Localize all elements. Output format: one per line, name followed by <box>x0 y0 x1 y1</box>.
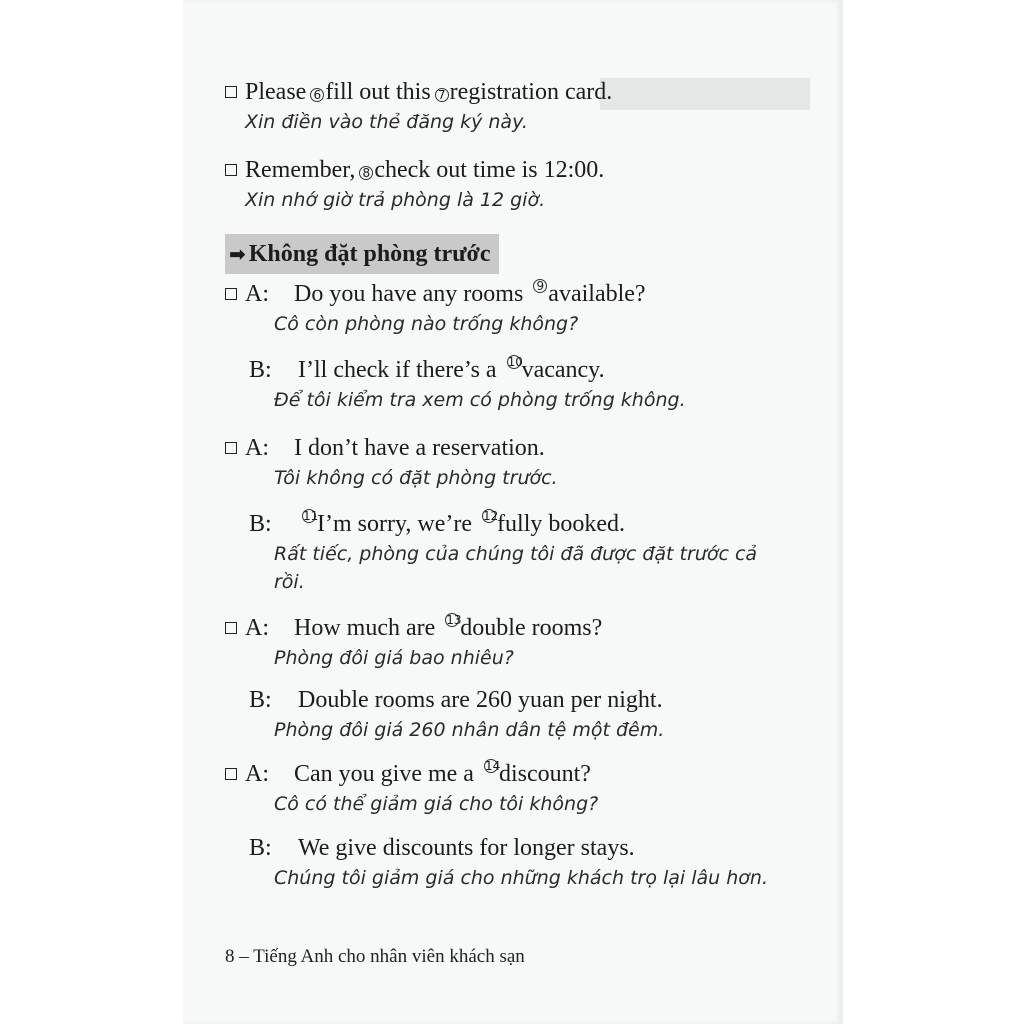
english-line <box>225 684 825 716</box>
vietnamese-line: rồi. <box>274 571 305 593</box>
vocab-marker: 11 <box>303 509 319 523</box>
vietnamese-line: Cô còn phòng nào trống không? <box>274 313 579 335</box>
english-text: Remember, <box>245 157 356 183</box>
english-sentence <box>294 432 545 464</box>
english-line <box>225 278 825 310</box>
english-text: vacancy. <box>521 357 605 383</box>
vietnamese-line: Phòng đôi giá 260 nhân dân tệ một đêm. <box>274 719 665 741</box>
checkbox-icon <box>225 622 237 634</box>
english-text: Do you have any rooms <box>294 281 530 307</box>
dialogue-entry <box>225 684 825 744</box>
vocab-marker: 10 <box>507 355 523 369</box>
english-text: How much are <box>294 615 442 641</box>
english-line <box>225 154 825 186</box>
dialogue-entry <box>225 278 825 338</box>
english-line <box>225 76 825 108</box>
english-line <box>225 832 825 864</box>
english-line <box>225 508 825 540</box>
section-heading-text: Không đặt phòng trước <box>248 241 491 267</box>
footer-dash: – <box>239 946 249 967</box>
page-footer <box>225 946 525 968</box>
speaker-label: B: <box>249 511 272 537</box>
dialogue-entry <box>225 432 825 492</box>
english-text: fill out this <box>325 79 431 105</box>
checkbox-icon <box>225 768 237 780</box>
english-text: We give discounts for longer stays. <box>298 835 635 861</box>
vietnamese-line: Rất tiếc, phòng của chúng tôi đã được đặt trước cả <box>274 543 758 565</box>
speaker-label: A: <box>245 761 269 787</box>
vietnamese-line: Để tôi kiểm tra xem có phòng trống không. <box>274 389 686 411</box>
phrase-entry <box>225 154 825 214</box>
english-line <box>225 758 825 790</box>
vietnamese-line: Cô có thể giảm giá cho tôi không? <box>274 793 599 815</box>
vocab-marker: 13 <box>446 613 462 627</box>
speaker-label: B: <box>249 687 272 713</box>
english-text: discount? <box>498 761 591 787</box>
english-sentence <box>298 684 663 716</box>
vietnamese-line: Xin điền vào thẻ đăng ký này. <box>245 111 528 133</box>
vietnamese-line: Xin nhớ giờ trả phòng là 12 giờ. <box>245 189 546 211</box>
vocab-marker: 6 <box>310 88 324 102</box>
english-text: check out time is 12:00. <box>374 157 605 183</box>
english-sentence <box>294 612 602 644</box>
english-text: I’ll check if there’s a <box>298 357 503 383</box>
english-sentence <box>298 508 625 540</box>
vietnamese-line: Tôi không có đặt phòng trước. <box>274 467 558 489</box>
vocab-marker: 7 <box>435 88 449 102</box>
vietnamese-line: Phòng đôi giá bao nhiêu? <box>274 647 514 669</box>
speaker-label: B: <box>249 357 272 383</box>
english-text: Can you give me a <box>294 761 480 787</box>
english-text: Please <box>245 79 307 105</box>
english-text: I don’t have a reservation. <box>294 435 545 461</box>
dialogue-entry <box>225 354 825 414</box>
page-content <box>225 76 825 892</box>
checkbox-icon <box>225 288 237 300</box>
english-text: registration card. <box>449 79 613 105</box>
english-text: double rooms? <box>460 615 603 641</box>
phrase-entry <box>225 76 825 136</box>
speaker-label: A: <box>245 435 269 461</box>
english-sentence <box>294 278 646 310</box>
right-arrow-icon: ➡ <box>229 242 246 266</box>
english-line <box>225 432 825 464</box>
section-heading <box>225 234 499 274</box>
english-text: I’m sorry, we’re <box>317 511 479 537</box>
vocab-marker: 14 <box>484 759 501 773</box>
english-sentence <box>298 354 605 386</box>
book-title: Tiếng Anh cho nhân viên khách sạn <box>253 946 525 967</box>
intro-phrases <box>225 76 825 214</box>
dialogue-entry <box>225 612 825 672</box>
vocab-marker: 12 <box>483 509 499 523</box>
dialogue-entry <box>225 832 825 892</box>
english-line <box>225 612 825 644</box>
checkbox-icon <box>225 86 237 98</box>
dialogue-entry <box>225 508 825 596</box>
vocab-marker: 8 <box>359 166 373 180</box>
dialogue-list <box>225 278 825 892</box>
speaker-label: B: <box>249 835 272 861</box>
dialogue-entry <box>225 758 825 818</box>
checkbox-icon <box>225 164 237 176</box>
english-text: Double rooms are 260 yuan per night. <box>298 687 663 713</box>
english-line <box>225 354 825 386</box>
vietnamese-line: Chúng tôi giảm giá cho những khách trọ lại lâu hơn. <box>274 867 768 889</box>
english-sentence <box>298 832 635 864</box>
speaker-label: A: <box>245 615 269 641</box>
speaker-label: A: <box>245 281 269 307</box>
page-number: 8 <box>225 946 235 967</box>
english-sentence <box>294 758 591 790</box>
checkbox-icon <box>225 442 237 454</box>
english-text: fully booked. <box>497 511 626 537</box>
vocab-marker: 9 <box>533 279 547 293</box>
english-text: available? <box>548 281 646 307</box>
